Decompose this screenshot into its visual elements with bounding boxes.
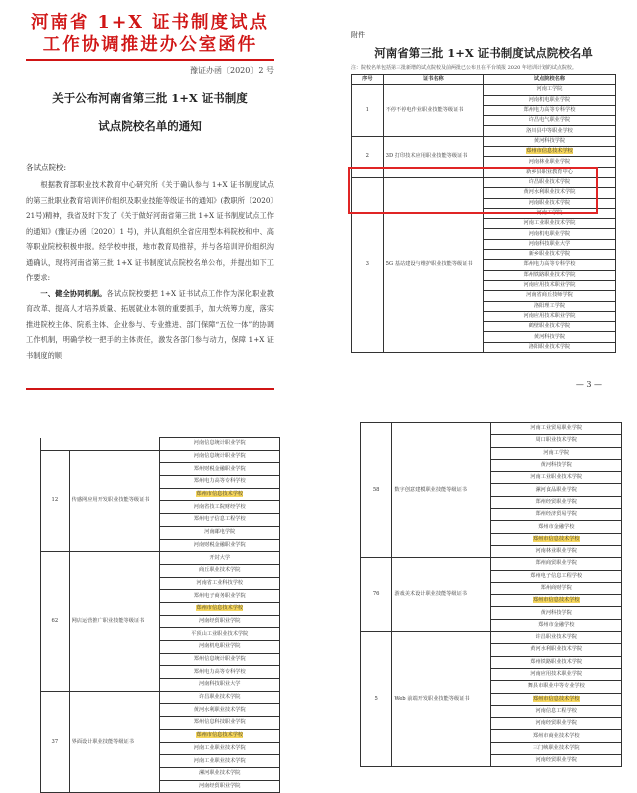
highlighted-school: 郑州市信息技术学校: [532, 597, 580, 604]
school-name: 河南工业职业技术学院: [160, 755, 280, 768]
school-name: 郑州电力高等专科学校: [160, 476, 280, 489]
highlighted-school: 郑州市信息技术学校: [532, 535, 580, 542]
school-name: 开封大学: [160, 552, 280, 565]
page-number: — 3 —: [575, 380, 602, 389]
table-c: [360, 422, 622, 767]
school-name: 许昌职业技术学院: [483, 177, 615, 187]
certificate-name: Web 前端开发职业技能等级证书: [392, 632, 491, 767]
annex-header-row: [352, 75, 616, 85]
red-bottom-rule: [26, 388, 274, 390]
row-number: 2: [352, 136, 384, 177]
school-name: 河南邮电学院: [160, 526, 280, 539]
school-name: 河南工学院: [483, 208, 615, 218]
school-name: 郑州电力高等专科学校: [483, 105, 615, 115]
row-number: 62: [41, 552, 70, 692]
school-name: 黄河科技学院: [483, 136, 615, 146]
school-name: 河南应用技术职业学院: [491, 668, 622, 680]
school-name: 黄河水利职业技术学院: [483, 188, 615, 198]
school-name: 河南工业职业技术学院: [483, 219, 615, 229]
certificate-name: 不停不停电作业职业技能等级证书: [383, 85, 483, 136]
school-name: 郑州经济贸易学院: [491, 509, 622, 521]
certificate-name: 游戏美术设计职业技能等级证书: [392, 558, 491, 632]
school-name: 三门峡职业技术学院: [491, 742, 622, 754]
table-row: [41, 450, 280, 463]
highlight-box: [348, 167, 598, 214]
school-name: 河南经贸职业学院: [491, 718, 622, 730]
highlighted-school: 郑州市信息技术学校: [196, 491, 244, 498]
school-name: 黄河水利职业技术学院: [160, 704, 280, 717]
table-b: [40, 437, 280, 793]
table-c-page: [360, 422, 622, 764]
empty-cell: [41, 438, 160, 451]
highlighted-school: 郑州市信息技术学校: [196, 605, 244, 612]
letter-title-line1: 河南省 1+X 证书制度试点: [30, 13, 270, 33]
school-name: 河南工业职业技术学院: [491, 472, 622, 484]
school-name: [160, 488, 280, 501]
school-name: 郑州电子信息工程学校: [160, 514, 280, 527]
certificate-name: 数字创意建模职业技能等级证书: [392, 423, 491, 558]
salutation: 各试点院校:: [26, 163, 67, 172]
school-name: 黄河水利职业技术学院: [491, 644, 622, 656]
paragraph-2: [26, 286, 274, 364]
school-name: 郑州市商业技术学校: [491, 730, 622, 742]
letter-title-line2: 工作协调推进办公室函件: [42, 35, 258, 55]
school-name: 河南林业职业学院: [491, 545, 622, 557]
school-name: 河南职业技术学院: [483, 198, 615, 208]
school-name: [491, 533, 622, 545]
school-name: 郑州铁路职业技术学院: [483, 270, 615, 280]
school-name: 新乡县职业教育中心: [483, 167, 615, 177]
table-row: [41, 691, 280, 704]
highlighted-school: 郑州市信息技术学校: [196, 732, 244, 739]
school-name: 郑州电力高等专科学校: [160, 666, 280, 679]
row-number: 12: [41, 450, 70, 552]
school-name: 郑州电子商务职业学院: [160, 590, 280, 603]
table-row: [41, 552, 280, 565]
school-name: 河南工学院: [491, 447, 622, 459]
school-name: 河南经贸职业学院: [491, 755, 622, 767]
school-name: 郑州信息统计职业学院: [160, 653, 280, 666]
school-name: 河南工学院: [483, 85, 615, 95]
certificate-name: 界面设计职业技能等级证书: [69, 691, 160, 793]
table-b-page: [40, 437, 280, 789]
school-name: [160, 729, 280, 742]
row-number: 37: [41, 691, 70, 793]
annex-note: 注：院校名单包括第三批新增的试点院校及前两批已公布且在平台填报 2020 年培训计划的试点院校。: [351, 65, 577, 71]
school-name: 河南应用技术职业学院: [483, 311, 615, 321]
table-row: [41, 438, 280, 451]
school-name: 河南省工业科技学校: [160, 577, 280, 590]
school-name: 河南省技工院财经学校: [160, 501, 280, 514]
header-school: 试点院校名称: [483, 75, 615, 85]
highlighted-school: 郑州市信息技术学校: [532, 695, 580, 702]
school-name: 河南科技职业大学: [483, 239, 615, 249]
school-name: 郑州商财学院: [491, 582, 622, 594]
table-row: [361, 632, 622, 644]
school-name: 河南信息工程学校: [491, 705, 622, 717]
school-name: 洛阳理工学院: [483, 301, 615, 311]
school-name: 郑州市金融学校: [491, 619, 622, 631]
row-number: 5: [361, 632, 392, 767]
highlighted-school: 郑州市信息技术学校: [526, 148, 573, 155]
school-name: 河南科技职业大学: [160, 679, 280, 692]
school-name: 河南机电职业学院: [483, 95, 615, 105]
header-no: 序号: [352, 75, 384, 85]
school-name: 郑州商贸职业学院: [491, 558, 622, 570]
letter-page: [18, 6, 282, 394]
school-name: 漯河职业技术学院: [160, 767, 280, 780]
school-name: 黄河科技学院: [491, 607, 622, 619]
school-cell: 河南信息统计职业学院: [160, 438, 280, 451]
school-name: 郑州信息科技职业学院: [160, 717, 280, 730]
school-name: [160, 602, 280, 615]
red-rule: [26, 59, 274, 61]
notice-title-line2: 试点院校名单的通知: [98, 119, 202, 133]
certificate-name: 5G 基站建设与维护职业技能等级证书: [383, 177, 483, 352]
annex-page: [345, 26, 622, 391]
school-name: 平顶山工业职业技术学院: [160, 628, 280, 641]
school-name: 河南省商丘技师学院: [483, 291, 615, 301]
school-name: 黄河科技学院: [483, 332, 615, 342]
table-row: [352, 136, 616, 146]
school-name: 河南应用技术职业学院: [483, 280, 615, 290]
school-name: 河南经贸职业学院: [160, 780, 280, 793]
annex-label: 附件: [351, 31, 365, 39]
school-name: 郑州经贸职业学院: [491, 496, 622, 508]
doc-number: 豫证办函〔2020〕2 号: [190, 66, 274, 75]
school-name: 郑州电子信息工程学校: [491, 570, 622, 582]
school-name: 商丘职业技术学院: [160, 564, 280, 577]
school-name: 舞县市职业中等专业学校: [491, 681, 622, 693]
school-name: 河南林业职业学院: [483, 157, 615, 167]
school-name: 许昌电气职业学院: [483, 116, 615, 126]
school-name: 河南信息统计职业学院: [160, 450, 280, 463]
certificate-name: 传感网应用开发职业技能等级证书: [69, 450, 160, 552]
school-name: [491, 693, 622, 705]
school-name: 新乡职业技术学院: [483, 250, 615, 260]
school-name: 漯河食品职业学院: [491, 484, 622, 496]
school-name: 河南经贸职业学院: [160, 615, 280, 628]
school-name: 洛阳职业技术学院: [483, 342, 615, 352]
notice-title-line1: 关于公布河南省第三批 1+X 证书制度: [52, 91, 248, 105]
school-name: 河南工业职业技术学院: [160, 742, 280, 755]
row-number: 76: [361, 558, 392, 632]
paragraph-2-heading: 一、健全协同机制。: [40, 288, 107, 298]
school-name: 河南机电职业学院: [160, 641, 280, 654]
school-name: 河南财税金融职业学院: [160, 539, 280, 552]
row-number: 3: [352, 177, 384, 352]
row-number: 1: [352, 85, 384, 136]
paragraph-2-body: 各试点院校要把 1+X 证书试点工作作为深化职业教育改革、提高人才培养质量、拓展就业本领的重要抓手，加大统筹力度，落实推进院校主体、院系主体、企业参与、专业推进、部门保障“五位一体”的协调工作机制，明确学校一把手的主体责任，激发各部门参与动力，保障 1+X 证书制度的顺: [26, 288, 274, 360]
school-name: 周口职业技术学院: [491, 435, 622, 447]
school-name: 许昌职业技术学院: [491, 632, 622, 644]
row-number: 58: [361, 423, 392, 558]
school-name: [491, 595, 622, 607]
certificate-name: 3D 打印技术应用职业技能等级证书: [383, 136, 483, 177]
annex-title: 河南省第三批 1+X 证书制度试点院校名单: [374, 46, 593, 60]
school-name: [483, 147, 615, 157]
school-name: 郑州电力高等专科学校: [483, 260, 615, 270]
school-name: 许昌职业技术学院: [160, 691, 280, 704]
school-name: 黄河科技学院: [491, 459, 622, 471]
school-name: 郑州市金融学校: [491, 521, 622, 533]
table-row: [352, 85, 616, 95]
header-cert: 证书名称: [383, 75, 483, 85]
paragraph-1: 根据教育部职业技术教育中心研究所《关于确认参与 1+X 证书制度试点的第三批职业教育培训评价组织及职业技能等级证书的通知》(教职所〔2020〕21号)精神，我省及时下发了《关于做好河南省第三批 1+X 证书制度试点工作的通知》(豫证办函〔2020〕1 号)，并认真组织全省应用型本科院校和中、高等职业院校积极申报。经学校申报，地市教育局推荐，并与各培训评价组织沟通确认，现将河南省第三批 1+X 证书制度试点院校名单公布，并提出如下工作要求:: [26, 180, 274, 282]
certificate-name: 网店运营推广职业技能等级证书: [69, 552, 160, 692]
school-name: 郑州财税金融职业学院: [160, 463, 280, 476]
table-row: [361, 558, 622, 570]
school-name: 鹤壁职业技术学院: [483, 322, 615, 332]
school-name: 河南工业贸易职业学院: [491, 423, 622, 435]
school-name: 洛川县中等职业学校: [483, 126, 615, 136]
school-name: 郑州铁路职业技术学院: [491, 656, 622, 668]
school-name: 河南机电职业学院: [483, 229, 615, 239]
table-row: [361, 423, 622, 435]
